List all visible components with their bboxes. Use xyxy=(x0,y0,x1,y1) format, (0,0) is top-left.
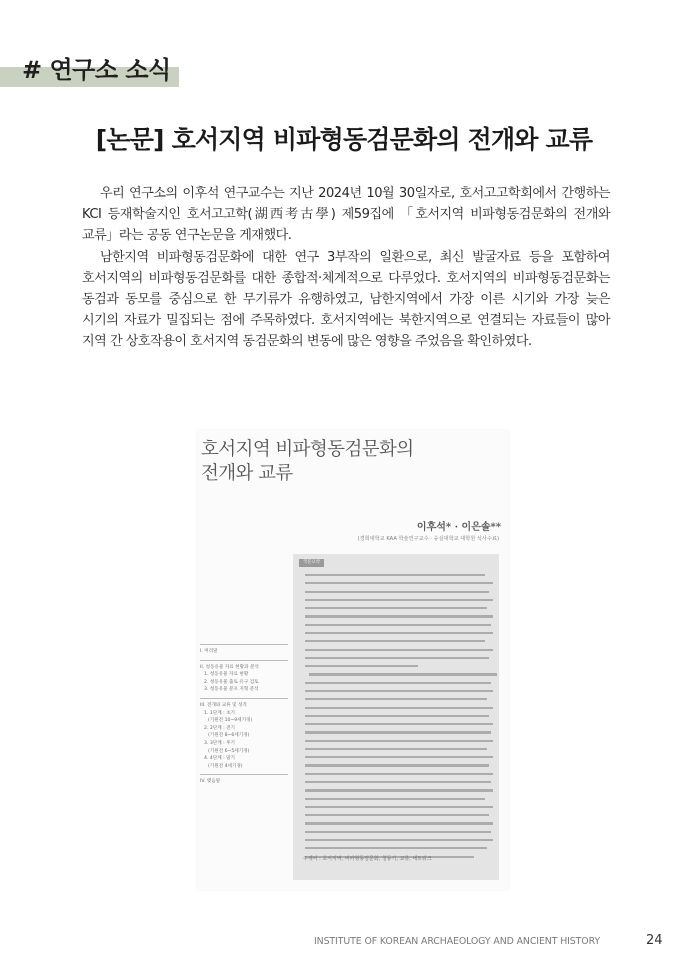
paper-authors: 이후석* · 이은솔** xyxy=(416,522,501,533)
toc-item: 2. 2단계 : 전기 xyxy=(204,725,235,731)
toc-item: (기원전 6~5세기경) xyxy=(208,748,250,754)
abstract-line xyxy=(305,690,493,692)
toc-item: 1. 1단계 : 초기 xyxy=(204,710,235,716)
toc-item: 1. 청동유물 자료 현황 xyxy=(204,672,249,678)
toc-item: IV. 맺음말 xyxy=(200,779,221,785)
toc-item: 3. 3단계 : 후기 xyxy=(204,740,235,746)
abstract-line xyxy=(305,740,493,742)
section-tag-label: # 연구소 소식 xyxy=(22,56,171,84)
abstract-line xyxy=(305,798,485,800)
abstract-line xyxy=(305,665,418,667)
paper-table-of-contents xyxy=(200,640,288,786)
abstract-line xyxy=(305,764,489,766)
abstract-line xyxy=(305,657,489,659)
toc-item: (기원전 10~9세기경) xyxy=(208,718,253,724)
toc-item: II. 청동유물 자료 현황과 분석 xyxy=(200,664,259,670)
footer-publication: INSTITUTE OF KOREAN ARCHAEOLOGY AND ANCIENT HISTORY xyxy=(314,936,601,947)
body-paragraph-2: 남한지역 비파형동검문화에 대한 연구 3부작의 일환으로, 최신 발굴자료 등을 포함하여 호서지역의 비파형동검문화를 대한 종합적·체계적으로 다루었다. 호서지역의 비파형동검문화는 동검과 동모를 중심으로 한 무기류가 유행하였고, 남한지역에서 가장 이른 시기와 가장 늦은 시기의 자료가 밀집되는 점에 주목하였다. 호서지역에는 북한지역으로 연결되는 자료들이 많아 지역 간 상호작용이 호서지역 동검문화의 변동에 많은 영향을 주었음을 확인하였다. xyxy=(82,249,610,350)
section-tag xyxy=(0,50,179,88)
toc-divider xyxy=(200,660,288,661)
toc-item: (기원전 8~6세기경) xyxy=(208,733,250,739)
toc-item: 4. 4단계 : 말기 xyxy=(204,756,235,762)
abstract-line xyxy=(305,822,493,824)
paper-title-line-1: 호서지역 비파형동검문화의 xyxy=(201,439,414,460)
body-paragraph-1: 우리 연구소의 이후석 연구교수는 지난 2024년 10월 30일자로, 호서고고학회에서 간행하는 KCI 등재학술지인 호서고고학(湖西考古學) 제59집에 「호서지역 비파형동검문화의 전개와 교류」라는 공동 연구논문을 게재했다. xyxy=(82,186,610,244)
toc-divider xyxy=(200,774,288,775)
abstract-line xyxy=(305,591,489,593)
toc-item: I. 머리말 xyxy=(200,649,218,654)
paper-affiliation: (경희대학교 KAA 학술연구교수 · 숭실대학교 대학원 석사수료) xyxy=(357,536,499,542)
toc-item: 3. 청동유물 분포 지형 분석 xyxy=(204,687,259,693)
abstract-line xyxy=(305,640,485,642)
abstract-line xyxy=(305,607,487,609)
abstract-line xyxy=(305,731,491,733)
abstract-line xyxy=(305,814,489,816)
abstract-line xyxy=(305,624,491,626)
abstract-line xyxy=(305,756,493,758)
toc-item: III. 전개와 교류 및 성격 xyxy=(200,702,247,708)
paper-thumbnail xyxy=(197,430,509,890)
abstract-line xyxy=(305,682,491,684)
abstract-text-lines xyxy=(305,574,493,864)
abstract-line xyxy=(305,806,493,808)
abstract-line xyxy=(305,599,493,601)
abstract-line xyxy=(305,698,487,700)
abstract-line xyxy=(305,773,493,775)
abstract-line xyxy=(305,831,491,833)
abstract-line xyxy=(305,649,493,651)
abstract-line xyxy=(305,847,487,849)
abstract-line xyxy=(309,673,497,675)
toc-divider xyxy=(200,698,288,699)
abstract-line xyxy=(305,707,493,709)
paper-title-line-2: 전개와 교류 xyxy=(201,463,293,484)
abstract-line xyxy=(305,748,487,750)
paper-title xyxy=(201,438,501,486)
toc-item: 2. 청동유물 출토 유구 검토 xyxy=(204,679,259,685)
paper-abstract xyxy=(293,554,499,880)
abstract-line xyxy=(305,615,493,617)
toc-divider xyxy=(200,644,288,645)
abstract-line xyxy=(305,789,493,791)
toc-item: (기원전 4세기경) xyxy=(208,763,243,769)
abstract-line xyxy=(305,839,493,841)
page-number: 24 xyxy=(646,933,663,948)
abstract-line xyxy=(305,723,493,725)
abstract-line xyxy=(305,632,493,634)
abstract-tag: 국문요약 xyxy=(299,559,324,567)
article-headline: [논문] 호서지역 비파형동검문화의 전개와 교류 xyxy=(95,125,593,154)
abstract-line xyxy=(305,574,485,576)
abstract-line xyxy=(305,781,491,783)
abstract-line xyxy=(305,715,489,717)
abstract-line xyxy=(305,582,493,584)
article-body xyxy=(82,183,610,353)
paper-keywords: 주제어 : 호서지역, 비파형동검문화, 청동기, 교류, 네트워크 xyxy=(303,856,432,862)
